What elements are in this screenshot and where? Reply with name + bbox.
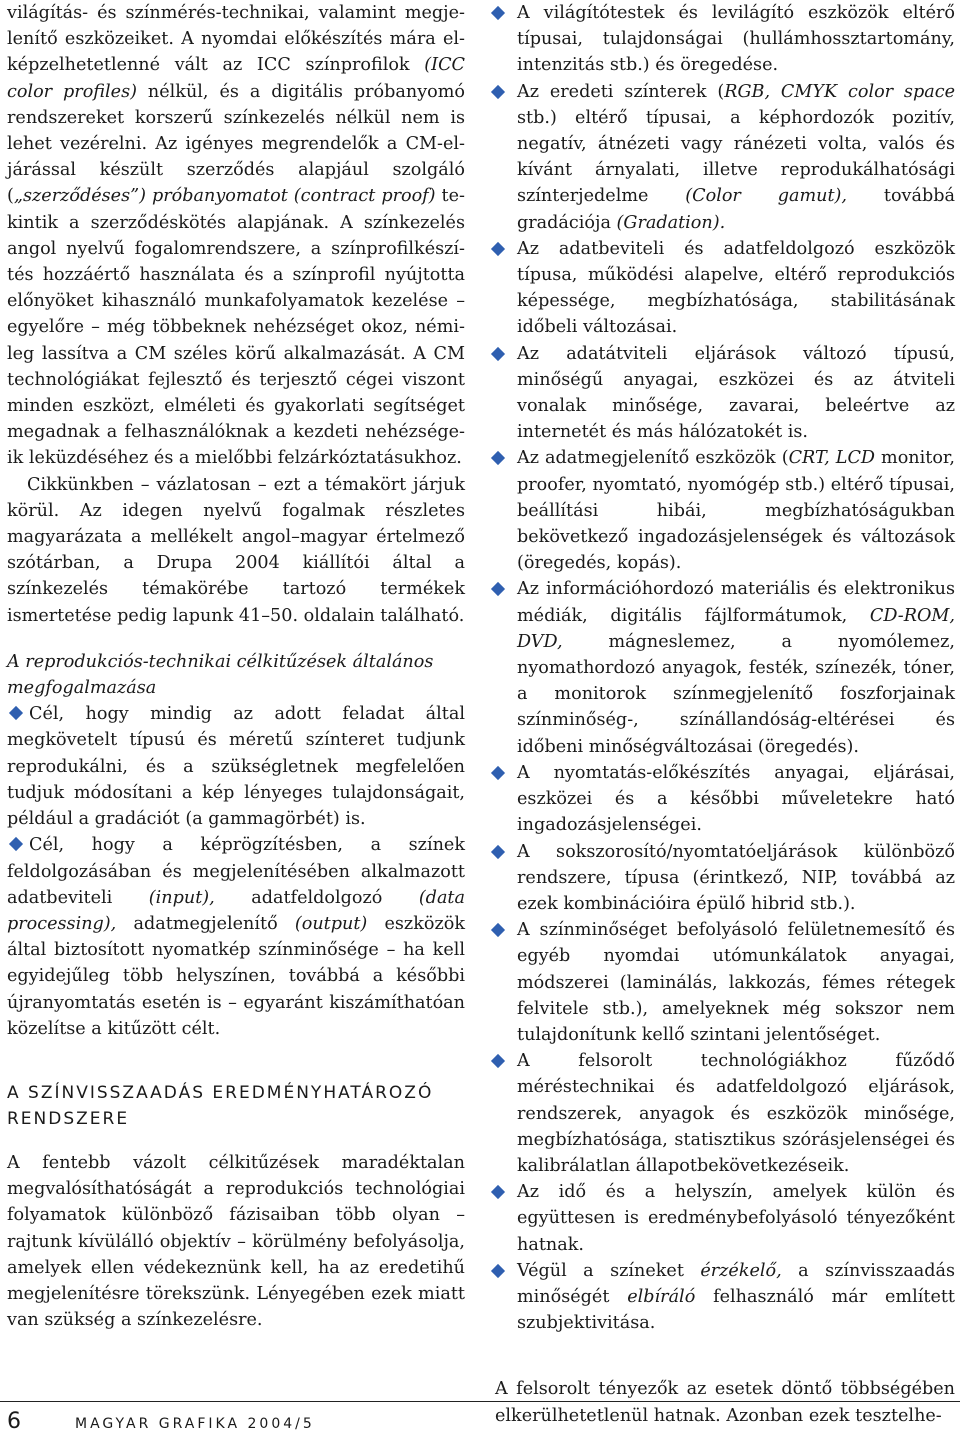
- italic-term: „szerződéses”) próbanyomatot (contract proof): [13, 186, 436, 207]
- text-run: nélkül, és a digitális próbanyomó rendszereket korszerű színkezelés nélkül nem is lehet vezérelni. Az igényes megrendelők a CM-eljárással készült szerződés alapjául szolgáló (: [7, 81, 466, 207]
- italic-term: (output): [294, 913, 368, 934]
- italic-term: (ICC color profiles): [7, 55, 465, 102]
- diamond-bullet-icon: [491, 347, 505, 361]
- section-subheading: A reprodukciós-technikai célkitűzések általános megfogalmazása: [7, 651, 434, 699]
- text-run: továbbá gradációja: [517, 186, 955, 233]
- text-run: A színminőséget befolyásoló felületnemesítő és egyéb nyomdai utómunkálatok anyagai, módszerei (laminálás, lakkozás, fémes rétegek felvitele stb.), amelyeknek még sokszor nem tulajdonítunk kellő szintani jelentőséget.: [517, 920, 955, 1045]
- article-paragraph-3: A fentebb vázolt célkitűzések maradéktalan megvalósíthatóságát a reprodukciós technológiai folyamatok különböző fázisaiban több olyan – rajtunk kívülálló objektív – körülmény befolyásolja, amelyek ellen védekeznünk kell, ha az eredetihű megjelenítésre törekszünk. Lényegében ezek miatt van szükség a színkezelésre.: [7, 1152, 465, 1331]
- text-run: monitor, proofer, nyomtató, nyomógép stb.) eltérő típusai, beállítási hibái, megbízhatóságukban bekövetkező ingadozásjelenségek és változások (öregedés, kopás).: [517, 448, 956, 574]
- diamond-bullet-icon: [491, 923, 505, 937]
- diamond-bullet-icon: [491, 582, 505, 596]
- text-run: adatfeldolgozó: [214, 887, 419, 908]
- diamond-bullet-icon: [491, 844, 505, 858]
- text-run: Az eredeti színterek (: [517, 81, 725, 102]
- page-number: 6: [7, 1409, 21, 1434]
- section-title: A SZÍNVISSZAADÁS EREDMÉNYHATÁROZÓ RENDSZERE: [7, 1082, 434, 1129]
- text-run: Az idő és a helyszín, amelyek külön és együttesen is eredménybefolyásoló tényezőként hatnak.: [517, 1182, 955, 1255]
- diamond-bullet-icon: [491, 1054, 505, 1068]
- italic-term: (Gradation).: [616, 212, 726, 233]
- text-run: eszközök által biztosított nyomatkép színminősége – ha kell egyidejűleg több helyszínen, továbbá a későbbi újranyomtatás esetén is – egyaránt kiszámíthatóan közelítse a kitűzött célt.: [7, 913, 465, 1039]
- factor-item: [495, 1048, 955, 1179]
- factor-item: [495, 236, 955, 341]
- diamond-bullet-icon: [491, 1264, 505, 1278]
- italic-term: érzékelő,: [700, 1260, 782, 1281]
- factor-item: [495, 445, 955, 576]
- text-run: tekintik a szerződéskötés alapjának. A színkezelés angol nyelvű fogalomrendszere, a színprofilkészítés hozzáértő használata és a színprofil nyújtotta előnyöket kihasználó munkafolyamatok kezelése – egyelőre – még többeknek nehézséget okoz, némileg lassítva a CM széles körű alkalmazását. A CM technológiákat fejlesztő és terjesztő cégei viszont minden eszközt, elméleti és gyakorlati segítséget megadnak a felhasználóknak a kezdeti nehézségeik leküzdéséhez és a mielőbbi felzárkóztatásukhoz.: [7, 186, 465, 469]
- text-run: Cél, hogy a képrögzítésben, a színek feldolgozásában és megjelenítésében alkalmazott adatbeviteli: [7, 835, 465, 908]
- text-run: a színvisszaadás minőségét: [517, 1260, 955, 1307]
- factor-item: [495, 839, 955, 918]
- goal-bullet-1: Cél, hogy mindig az adott feladat által megkövetelt típusú és méretű színteret tudjunk reprodukálni, és a szükségletnek megfelelően tudjuk módosítani a kép lényeges tulajdonságait, például a gradációt (a gammagörbét) is.: [7, 704, 465, 830]
- text-run: Végül a színeket: [517, 1260, 701, 1281]
- factor-list: [495, 0, 955, 1336]
- italic-term: CD-ROM, DVD,: [517, 605, 955, 652]
- factor-item: [495, 1258, 955, 1337]
- text-run: Az adatátviteli eljárások változó típusú, minőségű anyagai, eszközei és az átviteli vonalak minősége, zavarai, beleértve az internetét és más hálózatokét is.: [517, 343, 955, 443]
- diamond-bullet-icon: [491, 451, 505, 465]
- text-run: felhasználó már említett szubjektivitása.: [517, 1286, 955, 1334]
- magazine-title: MAGYAR GRAFIKA 2004/5: [75, 1416, 315, 1432]
- diamond-bullet-icon: [491, 1185, 505, 1199]
- factor-item: [495, 576, 955, 759]
- right-column: [495, 0, 955, 1429]
- factor-item: [495, 79, 955, 236]
- italic-term: (input),: [148, 887, 215, 908]
- diamond-bullet-icon: [9, 706, 23, 720]
- factor-item: [495, 1179, 955, 1258]
- italic-term: CRT, LCD: [788, 448, 876, 469]
- left-column: [7, 0, 465, 1333]
- italic-term: (data processing),: [7, 887, 465, 934]
- text-run: A felsorolt technológiákhoz fűződő méréstechnikai és adatfeldolgozó eljárások, rendszerek, anyagok és eszközök minősége, megbízhatósága, statisztikus szórásjelenségei és kalibrálatlan állapotbekövetkezéseik.: [517, 1051, 955, 1176]
- factor-item: [495, 341, 955, 446]
- text-run: mágneslemez, a nyomólemez, nyomathordozó anyagok, festék, színezék, tóner, a monitorok színmegjelenítő foszforjainak színminőség-, színállandóság-eltérései és időbeni minőségváltozásai (öregedés).: [517, 631, 955, 757]
- text-run: adatmegjelenítő: [116, 913, 295, 934]
- factor-item: [495, 0, 955, 79]
- text-run: A világítótestek és levilágító eszközök eltérő típusai, tulajdonságai (hullámhossztartomány, intenzitás stb.) és öregedése.: [517, 3, 955, 76]
- diamond-bullet-icon: [9, 837, 23, 851]
- text-run: Az adatmegjelenítő eszközök (: [517, 448, 789, 469]
- text-run: stb.) eltérő típusai, a képhordozók pozitív, negatív, átnézeti vagy ránézeti volta, valós és kívánt árnyalati, illetve reprodukálhatósági színterjedelme: [517, 107, 955, 207]
- diamond-bullet-icon: [491, 242, 505, 256]
- closing-paragraph: A felsorolt tényezők az esetek döntő többségében elkerülhetetlenül hatnak. Azonban ezek tesztelhe-: [495, 1379, 955, 1426]
- italic-term: (Color gamut),: [685, 186, 848, 207]
- italic-term: RGB, CMYK color space: [724, 81, 955, 102]
- italic-term: elbíráló: [627, 1286, 696, 1307]
- goal-bullet-2: [7, 832, 465, 1042]
- text-run: Az adatbeviteli és adatfeldolgozó eszközök típusa, működési alapelve, eltérő reprodukciós képessége, megbízhatósága, stabilitásának időbeli változásai.: [517, 238, 955, 338]
- text-run: A nyomtatás-előkészítés anyagai, eljárásai, eszközei és a későbbi műveletekre ható ingadozásjelenségei.: [517, 762, 955, 836]
- text-run: A sokszorosító/nyomtatóeljárások különböző rendszere, típusa (érintkező, NIP, továbbá az ezek kombinációira épülő hibrid stb.).: [517, 841, 955, 914]
- diamond-bullet-icon: [491, 85, 505, 99]
- text-run: világítás- és színmérés-technikai, valamint megjelenítő eszközeiket. A nyomdai előkészítés mára elképzelhetetlenné vált az ICC színprofilok: [7, 3, 465, 76]
- text-run: Az információhordozó materiális és elektronikus médiák, digitális fájlformátumok,: [517, 579, 955, 626]
- diamond-bullet-icon: [491, 6, 505, 20]
- article-paragraph-2: Cikkünkben – vázlatosan – ezt a témakört járjuk körül. Az idegen nyelvű fogalmak részletes magyarázata a mellékelt angol–magyar értelmező szótárban, a Drupa 2004 kiállítói által a színkezelés témakörébe tartozó termékek ismertetése pedig lapunk 41–50. oldalain található.: [7, 474, 465, 626]
- factor-item: [495, 917, 955, 1048]
- factor-item: [495, 760, 955, 839]
- intro-paragraph: [7, 0, 465, 472]
- footer-rule: [0, 1401, 960, 1402]
- diamond-bullet-icon: [491, 766, 505, 780]
